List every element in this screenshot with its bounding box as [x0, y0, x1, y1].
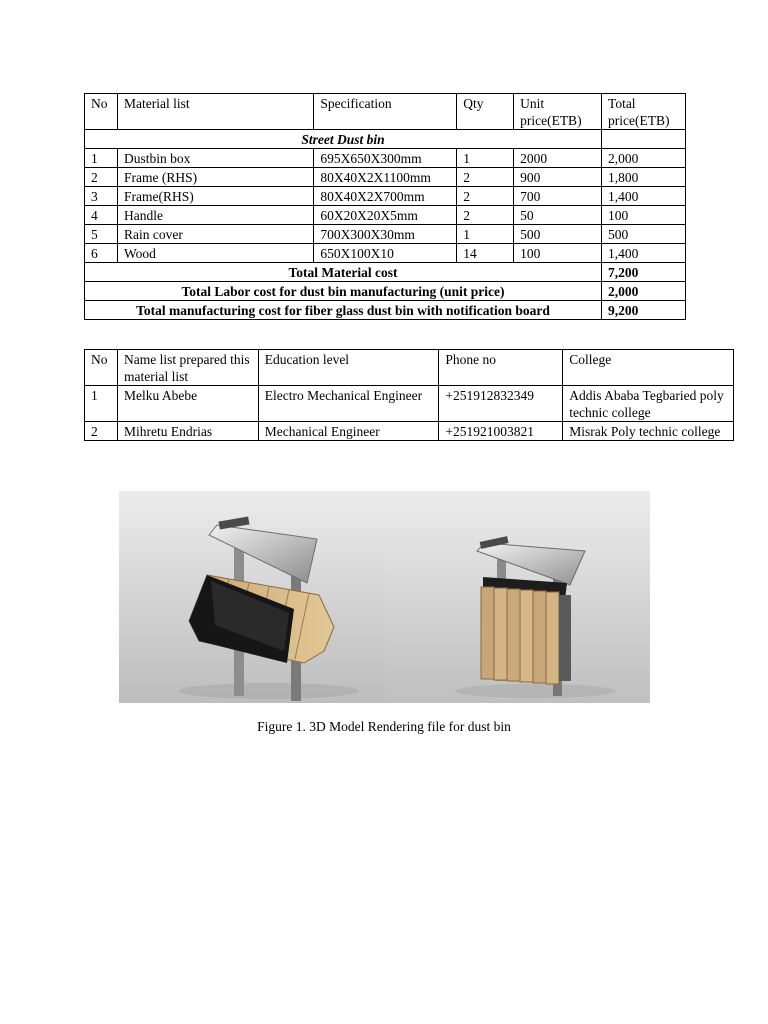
cell-no: 1 [85, 386, 118, 422]
cell-education: Electro Mechanical Engineer [258, 386, 439, 422]
total-label: Total manufacturing cost for fiber glass dust bin with notification board [85, 301, 602, 320]
cell-education: Mechanical Engineer [258, 422, 439, 441]
cell-qty: 1 [457, 225, 514, 244]
cell-unit-price: 500 [514, 225, 602, 244]
figure-caption: Figure 1. 3D Model Rendering file for dust bin [257, 719, 511, 734]
table-header-row [85, 94, 686, 130]
cell-total-price: 500 [602, 225, 686, 244]
cell-spec: 650X100X10 [314, 244, 457, 263]
cell-material: Handle [117, 206, 313, 225]
cell-name: Melku Abebe [117, 386, 258, 422]
total-row [85, 282, 686, 301]
total-row [85, 301, 686, 320]
table-row [85, 149, 686, 168]
header-no: No [85, 94, 118, 130]
cell-spec: 80X40X2X700mm [314, 187, 457, 206]
cell-unit-price: 100 [514, 244, 602, 263]
header-college: College [563, 350, 734, 386]
cell-no: 2 [85, 422, 118, 441]
cell-material: Frame(RHS) [117, 187, 313, 206]
dust-bin-render-tilted [119, 491, 385, 703]
material-cost-table [84, 93, 686, 320]
table-row [85, 206, 686, 225]
cell-material: Wood [117, 244, 313, 263]
total-row [85, 263, 686, 282]
cell-qty: 14 [457, 244, 514, 263]
cell-material: Dustbin box [117, 149, 313, 168]
cell-unit-price: 50 [514, 206, 602, 225]
header-total-price: Total price(ETB) [602, 94, 686, 130]
cell-material: Rain cover [117, 225, 313, 244]
header-name: Name list prepared this material list [117, 350, 258, 386]
cell-unit-price: 2000 [514, 149, 602, 168]
cell-qty: 1 [457, 149, 514, 168]
cell-total-price: 100 [602, 206, 686, 225]
figure-renderings [119, 491, 650, 703]
table-row [85, 386, 734, 422]
cell-total-price: 2,000 [602, 149, 686, 168]
cell-no: 6 [85, 244, 118, 263]
cell-qty: 2 [457, 206, 514, 225]
section-row [85, 130, 686, 149]
header-specification: Specification [314, 94, 457, 130]
cell-unit-price: 900 [514, 168, 602, 187]
cell-total-price: 1,400 [602, 187, 686, 206]
cell-total-price: 1,400 [602, 244, 686, 263]
total-value: 9,200 [602, 301, 686, 320]
cell-no: 2 [85, 168, 118, 187]
header-material-list: Material list [117, 94, 313, 130]
cell-qty: 2 [457, 168, 514, 187]
header-education: Education level [258, 350, 439, 386]
cell-spec: 695X650X300mm [314, 149, 457, 168]
cell-name: Mihretu Endrias [117, 422, 258, 441]
cell-unit-price: 700 [514, 187, 602, 206]
cell-spec: 60X20X20X5mm [314, 206, 457, 225]
header-qty: Qty [457, 94, 514, 130]
cell-no: 5 [85, 225, 118, 244]
total-label: Total Material cost [85, 263, 602, 282]
cell-college: Addis Ababa Tegbaried poly technic college [563, 386, 734, 422]
total-label: Total Labor cost for dust bin manufacturing (unit price) [85, 282, 602, 301]
cell-spec: 700X300X30mm [314, 225, 457, 244]
dust-bin-render-upright [385, 491, 650, 703]
cell-phone: +251921003821 [439, 422, 563, 441]
table-header-row [85, 350, 734, 386]
header-phone: Phone no [439, 350, 563, 386]
cell-qty: 2 [457, 187, 514, 206]
total-value: 7,200 [602, 263, 686, 282]
table-row [85, 422, 734, 441]
total-value: 2,000 [602, 282, 686, 301]
cell-phone: +251912832349 [439, 386, 563, 422]
cell-college: Misrak Poly technic college [563, 422, 734, 441]
header-no: No [85, 350, 118, 386]
cell-material: Frame (RHS) [117, 168, 313, 187]
preparers-table [84, 349, 734, 441]
cell-no: 3 [85, 187, 118, 206]
cell-spec: 80X40X2X1100mm [314, 168, 457, 187]
section-title: Street Dust bin [85, 130, 602, 149]
table-row [85, 225, 686, 244]
table-row [85, 168, 686, 187]
table-row [85, 244, 686, 263]
table-row [85, 187, 686, 206]
header-unit-price: Unit price(ETB) [514, 94, 602, 130]
section-empty-cell [602, 130, 686, 149]
cell-no: 1 [85, 149, 118, 168]
cell-no: 4 [85, 206, 118, 225]
cell-total-price: 1,800 [602, 168, 686, 187]
